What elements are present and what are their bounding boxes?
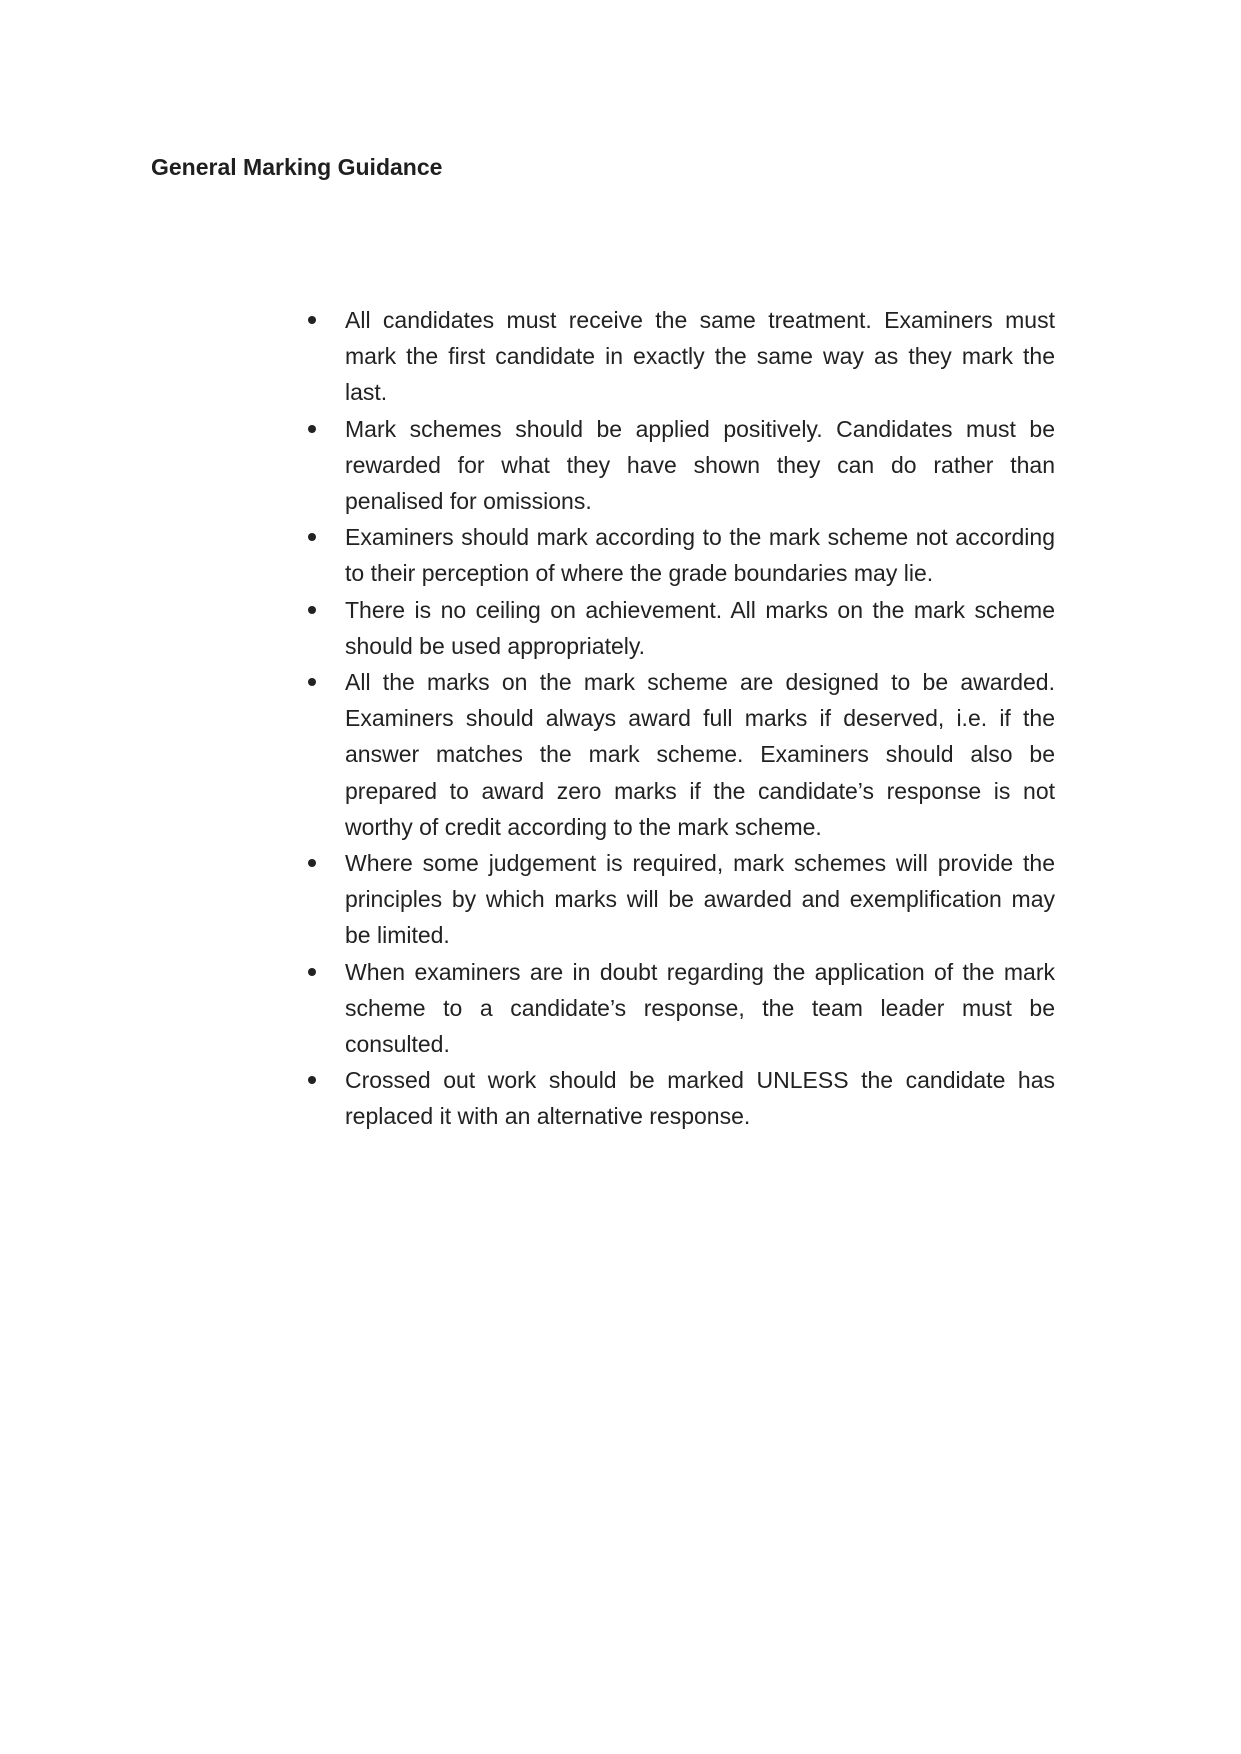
list-item (298, 411, 1055, 520)
list-item-text: Mark schemes should be applied positively. Candidates must be rewarded for what they have shown they can do rather than penalised for omissions. (345, 415, 1055, 515)
list-item (298, 592, 1055, 664)
list-item (298, 519, 1055, 591)
list-item (298, 1062, 1055, 1134)
list-item (298, 664, 1055, 845)
bullet-icon (308, 678, 316, 686)
bullet-icon (308, 533, 316, 541)
guidance-list (298, 302, 1055, 1135)
bullet-icon (308, 859, 316, 867)
list-item-text: Where some judgement is required, mark schemes will provide the principles by which marks will be awarded and exemplification may be limited. (345, 850, 1055, 949)
bullet-icon (308, 316, 316, 324)
bullet-icon (308, 1076, 316, 1084)
bullet-icon (308, 425, 316, 433)
list-item-text: Examiners should mark according to the mark scheme not according to their perception of where the grade boundaries may lie. (345, 524, 1055, 587)
page-title: General Marking Guidance (151, 154, 443, 180)
bullet-icon (308, 606, 316, 614)
list-item (298, 845, 1055, 954)
list-item-text: All the marks on the mark scheme are designed to be awarded. Examiners should always award full marks if deserved, i.e. if the answer matches the mark scheme. Examiners should also be prepared to award zero marks if the candidate’s response is not worthy of credit according to the mark scheme. (345, 669, 1055, 840)
list-item (298, 302, 1055, 411)
list-item-text: There is no ceiling on achievement. All marks on the mark scheme should be used appropriately. (345, 596, 1055, 659)
list-item-text: When examiners are in doubt regarding the application of the mark scheme to a candidate’s response, the team leader must be consulted. (345, 958, 1055, 1058)
list-item-text: All candidates must receive the same treatment. Examiners must mark the first candidate in exactly the same way as they mark the last. (345, 307, 1055, 406)
list-item-text: Crossed out work should be marked UNLESS the candidate has replaced it with an alternative response. (345, 1067, 1055, 1130)
list-item (298, 954, 1055, 1063)
bullet-icon (308, 968, 316, 976)
